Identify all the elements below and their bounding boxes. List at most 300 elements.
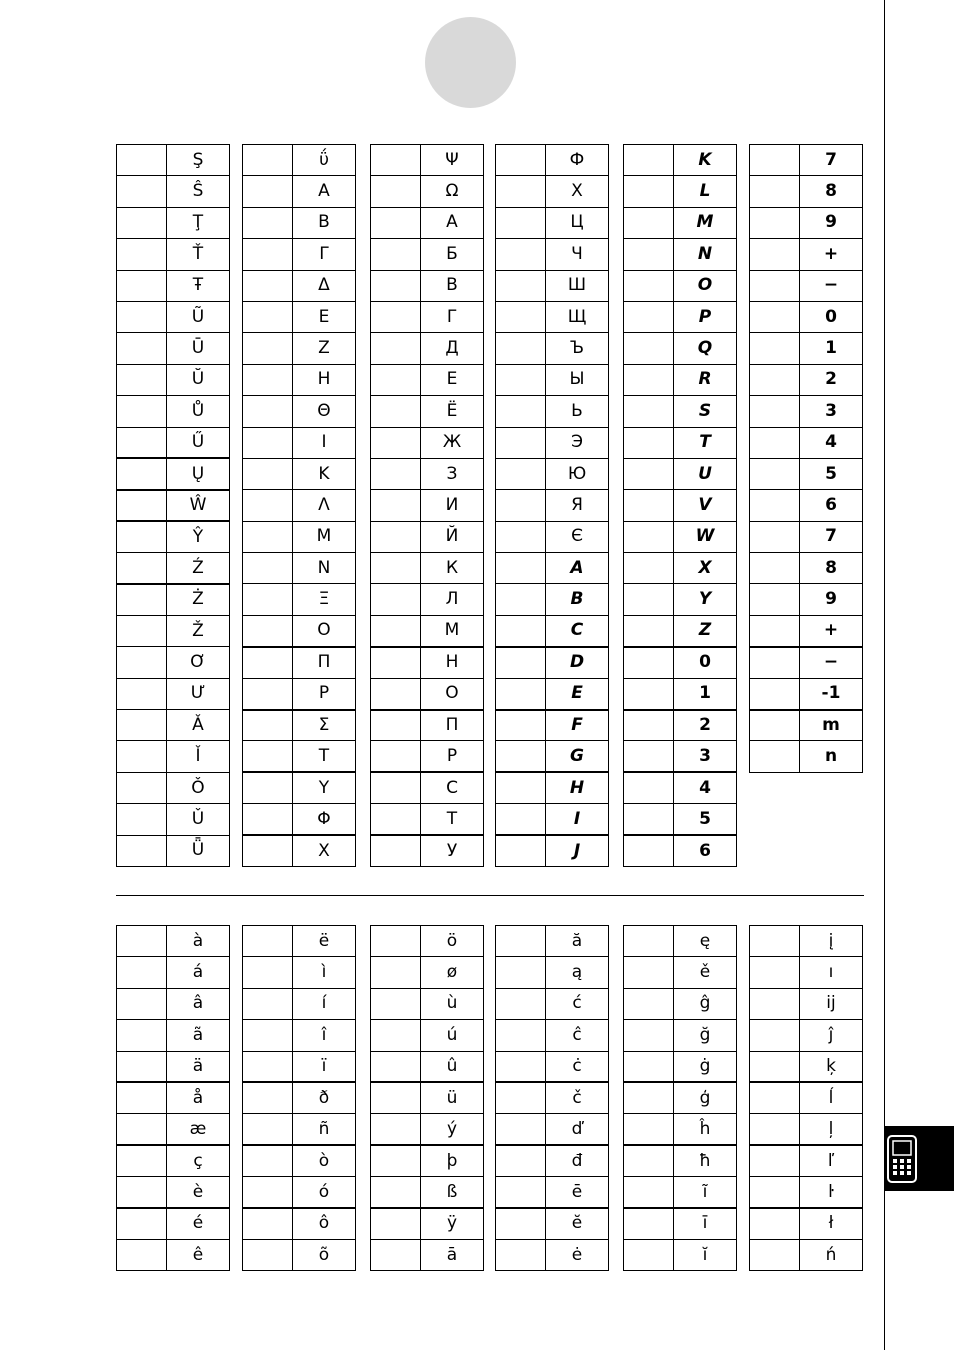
table-row (750, 615, 863, 646)
code-cell (371, 396, 421, 427)
table-row (371, 490, 484, 521)
table-row (243, 396, 356, 427)
code-cell (750, 521, 800, 552)
character-cell: Ŭ (167, 364, 230, 395)
character-cell: ó (293, 1177, 356, 1208)
character-cell: 3 (674, 741, 737, 772)
table-row (243, 988, 356, 1019)
table-row (496, 301, 609, 332)
code-cell (750, 1145, 800, 1176)
table-row (243, 270, 356, 301)
table-row (243, 584, 356, 615)
code-cell (243, 176, 293, 207)
code-cell (750, 458, 800, 489)
code-cell (243, 207, 293, 238)
character-cell: З (421, 458, 484, 489)
character-cell: Є (546, 521, 609, 552)
table-row (624, 1082, 737, 1113)
character-cell: Γ (293, 239, 356, 270)
code-cell (371, 741, 421, 772)
table-row (371, 458, 484, 489)
character-cell: Щ (546, 301, 609, 332)
table-row (371, 427, 484, 458)
character-cell: Θ (293, 396, 356, 427)
code-cell (750, 176, 800, 207)
table-row (496, 1145, 609, 1176)
code-cell (117, 270, 167, 301)
code-cell (624, 270, 674, 301)
character-cell: 8 (800, 553, 863, 584)
table-row (371, 270, 484, 301)
char-table-1 (116, 144, 230, 867)
table-row (496, 988, 609, 1019)
char-table-7 (116, 925, 230, 1271)
table-row (117, 490, 230, 521)
character-cell: Ǔ (167, 804, 230, 835)
character-cell: ŀ (800, 1177, 863, 1208)
table-row (371, 1177, 484, 1208)
character-cell: X (674, 553, 737, 584)
code-cell (624, 1208, 674, 1239)
character-cell: Ъ (546, 333, 609, 364)
code-cell (496, 270, 546, 301)
table-row (243, 458, 356, 489)
character-cell: 1 (800, 333, 863, 364)
table-row (243, 1208, 356, 1239)
code-cell (371, 1051, 421, 1082)
char-table-2 (242, 144, 356, 867)
table-row (371, 1239, 484, 1270)
character-cell: + (800, 615, 863, 646)
code-cell (371, 458, 421, 489)
character-cell: ċ (546, 1051, 609, 1082)
code-cell (496, 988, 546, 1019)
character-cell: ġ (674, 1051, 737, 1082)
table-row (243, 1051, 356, 1082)
code-cell (624, 741, 674, 772)
code-cell (243, 364, 293, 395)
code-cell (371, 988, 421, 1019)
code-cell (243, 301, 293, 332)
character-cell: ñ (293, 1114, 356, 1145)
table-row (243, 1239, 356, 1270)
table-row (624, 270, 737, 301)
character-cell: Я (546, 490, 609, 521)
table-row (117, 333, 230, 364)
table-row (117, 926, 230, 957)
table-row (117, 804, 230, 835)
code-cell (496, 1114, 546, 1145)
character-cell: Ţ (167, 207, 230, 238)
character-cell: Й (421, 521, 484, 552)
character-cell: Σ (293, 710, 356, 741)
character-cell: ò (293, 1145, 356, 1176)
table-row (750, 490, 863, 521)
code-cell (371, 333, 421, 364)
table-row (371, 396, 484, 427)
code-cell (624, 458, 674, 489)
character-cell: 2 (800, 364, 863, 395)
code-cell (117, 490, 167, 521)
char-table-5 (623, 144, 737, 867)
code-cell (624, 804, 674, 835)
table-row (496, 1177, 609, 1208)
character-cell: Ŝ (167, 176, 230, 207)
table-row (624, 1145, 737, 1176)
code-cell (750, 1082, 800, 1113)
character-cell: 7 (800, 521, 863, 552)
table-row (243, 1082, 356, 1113)
table-row (624, 1051, 737, 1082)
table-row (624, 521, 737, 552)
code-cell (496, 553, 546, 584)
code-cell (117, 957, 167, 988)
table-row (624, 1239, 737, 1270)
table-row (624, 1208, 737, 1239)
code-cell (371, 835, 421, 866)
character-cell: ö (421, 926, 484, 957)
code-cell (750, 301, 800, 332)
table-row (496, 1051, 609, 1082)
code-cell (496, 926, 546, 957)
code-cell (750, 1020, 800, 1051)
table-row (371, 1114, 484, 1145)
table-row (624, 1020, 737, 1051)
char-table-10 (495, 925, 609, 1271)
code-cell (750, 145, 800, 176)
character-cell: ħ (674, 1145, 737, 1176)
char-table-9 (370, 925, 484, 1271)
table-row (750, 678, 863, 709)
table-row (496, 584, 609, 615)
character-cell: ĕ (546, 1208, 609, 1239)
table-row (496, 458, 609, 489)
character-cell: L (674, 176, 737, 207)
character-cell: N (674, 239, 737, 270)
code-cell (371, 1208, 421, 1239)
character-cell: Ы (546, 364, 609, 395)
table-row (624, 145, 737, 176)
character-cell: â (167, 988, 230, 1019)
character-cell: 0 (800, 301, 863, 332)
code-cell (243, 584, 293, 615)
character-cell: ô (293, 1208, 356, 1239)
table-row (624, 710, 737, 741)
code-cell (624, 1145, 674, 1176)
character-cell: m (800, 710, 863, 741)
code-cell (750, 1239, 800, 1270)
character-cell: ı (800, 957, 863, 988)
table-row (496, 1020, 609, 1051)
code-cell (117, 427, 167, 458)
table-row (117, 741, 230, 772)
character-cell: Κ (293, 458, 356, 489)
code-cell (243, 1051, 293, 1082)
table-row (624, 584, 737, 615)
table-row (243, 957, 356, 988)
table-row (117, 584, 230, 615)
character-cell: č (546, 1082, 609, 1113)
table-row (624, 1114, 737, 1145)
table-row (371, 207, 484, 238)
code-cell (624, 710, 674, 741)
table-row (750, 1239, 863, 1270)
code-cell (624, 1051, 674, 1082)
table-row (496, 772, 609, 803)
character-cell: ĉ (546, 1020, 609, 1051)
code-cell (624, 584, 674, 615)
code-cell (496, 835, 546, 866)
table-row (750, 521, 863, 552)
code-cell (624, 615, 674, 646)
code-cell (371, 1114, 421, 1145)
table-row (243, 926, 356, 957)
character-cell: å (167, 1082, 230, 1113)
character-cell: ü (421, 1082, 484, 1113)
code-cell (624, 926, 674, 957)
character-cell: Е (421, 364, 484, 395)
character-cell: Ζ (293, 333, 356, 364)
character-cell: O (674, 270, 737, 301)
character-cell: Ǒ (167, 772, 230, 803)
code-cell (750, 926, 800, 957)
character-cell: Ş (167, 145, 230, 176)
table-row (371, 957, 484, 988)
table-row (750, 1114, 863, 1145)
code-cell (243, 521, 293, 552)
table-row (371, 553, 484, 584)
table-row (750, 741, 863, 772)
code-cell (371, 678, 421, 709)
code-cell (117, 741, 167, 772)
code-cell (117, 1051, 167, 1082)
table-row (117, 396, 230, 427)
code-cell (624, 490, 674, 521)
code-cell (243, 772, 293, 803)
character-cell: Y (674, 584, 737, 615)
table-row (117, 427, 230, 458)
table-row (117, 458, 230, 489)
table-row (243, 207, 356, 238)
character-cell: ě (674, 957, 737, 988)
code-cell (371, 521, 421, 552)
character-cell: ĺ (800, 1082, 863, 1113)
table-row (750, 1082, 863, 1113)
code-cell (117, 553, 167, 584)
character-cell: į (800, 926, 863, 957)
character-cell: D (546, 647, 609, 678)
code-cell (243, 615, 293, 646)
character-cell: 4 (674, 772, 737, 803)
character-cell: A (546, 553, 609, 584)
table-row (371, 678, 484, 709)
code-cell (243, 270, 293, 301)
code-cell (624, 521, 674, 552)
character-cell: Р (421, 741, 484, 772)
table-row (750, 1051, 863, 1082)
table-row (243, 553, 356, 584)
table-row (624, 553, 737, 584)
character-cell: ĩ (674, 1177, 737, 1208)
character-cell: 0 (674, 647, 737, 678)
table-row (117, 1114, 230, 1145)
character-cell: õ (293, 1239, 356, 1270)
table-row (750, 1177, 863, 1208)
table-row (117, 1239, 230, 1270)
table-row (243, 427, 356, 458)
character-cell: Η (293, 364, 356, 395)
code-cell (243, 647, 293, 678)
character-cell: 8 (800, 176, 863, 207)
character-cell: Α (293, 176, 356, 207)
code-cell (496, 333, 546, 364)
code-cell (496, 521, 546, 552)
code-cell (624, 396, 674, 427)
table-row (750, 926, 863, 957)
code-cell (117, 1114, 167, 1145)
table-row (371, 710, 484, 741)
table-row (496, 1239, 609, 1270)
character-cell: 6 (800, 490, 863, 521)
table-row (750, 1145, 863, 1176)
table-row (371, 1082, 484, 1113)
character-cell: ß (421, 1177, 484, 1208)
char-table-12 (749, 925, 863, 1271)
char-table-8 (242, 925, 356, 1271)
table-row (624, 957, 737, 988)
table-row (496, 333, 609, 364)
character-cell: Ь (546, 396, 609, 427)
code-cell (496, 584, 546, 615)
code-cell (117, 301, 167, 332)
code-cell (496, 1051, 546, 1082)
code-cell (371, 427, 421, 458)
table-row (243, 1020, 356, 1051)
table-row (496, 1082, 609, 1113)
character-cell: ķ (800, 1051, 863, 1082)
code-cell (371, 710, 421, 741)
table-row (117, 957, 230, 988)
character-cell: ģ (674, 1082, 737, 1113)
table-row (496, 239, 609, 270)
character-cell: K (674, 145, 737, 176)
table-row (243, 741, 356, 772)
table-row (117, 1082, 230, 1113)
character-cell: T (674, 427, 737, 458)
character-cell: Ψ (421, 145, 484, 176)
character-cell: Ǖ (167, 835, 230, 866)
table-row (496, 490, 609, 521)
table-row (117, 207, 230, 238)
table-row (624, 678, 737, 709)
table-row (496, 270, 609, 301)
table-row (371, 804, 484, 835)
table-row (624, 207, 737, 238)
code-cell (243, 145, 293, 176)
code-cell (496, 1082, 546, 1113)
code-cell (371, 145, 421, 176)
code-cell (371, 772, 421, 803)
character-cell: 4 (800, 427, 863, 458)
character-cell: Z (674, 615, 737, 646)
code-cell (750, 427, 800, 458)
code-cell (243, 490, 293, 521)
character-cell: á (167, 957, 230, 988)
table-row (750, 145, 863, 176)
character-cell: ī (674, 1208, 737, 1239)
code-cell (624, 301, 674, 332)
character-cell: B (546, 584, 609, 615)
character-cell: ļ (800, 1114, 863, 1145)
code-cell (750, 1114, 800, 1145)
character-cell: К (421, 553, 484, 584)
character-cell: Ŵ (167, 490, 230, 521)
code-cell (371, 176, 421, 207)
code-cell (243, 957, 293, 988)
code-cell (624, 145, 674, 176)
character-cell: Ρ (293, 678, 356, 709)
code-cell (496, 301, 546, 332)
character-cell: О (421, 678, 484, 709)
code-cell (243, 1239, 293, 1270)
character-cell: Ư (167, 678, 230, 709)
code-cell (750, 988, 800, 1019)
code-cell (750, 207, 800, 238)
table-row (117, 364, 230, 395)
table-row (750, 239, 863, 270)
character-cell: ă (546, 926, 609, 957)
table-row (750, 1208, 863, 1239)
code-cell (117, 710, 167, 741)
character-cell: ã (167, 1020, 230, 1051)
character-cell: J (546, 835, 609, 866)
table-row (371, 145, 484, 176)
code-cell (117, 1208, 167, 1239)
character-cell: Υ (293, 772, 356, 803)
code-cell (117, 145, 167, 176)
character-cell: Ω (421, 176, 484, 207)
table-row (624, 772, 737, 803)
section-divider (116, 895, 864, 896)
table-row (117, 710, 230, 741)
table-row (117, 1177, 230, 1208)
table-row (496, 176, 609, 207)
character-cell: è (167, 1177, 230, 1208)
table-row (243, 615, 356, 646)
code-cell (496, 804, 546, 835)
table-row (496, 145, 609, 176)
table-row (496, 553, 609, 584)
table-row (371, 176, 484, 207)
character-cell: ê (167, 1239, 230, 1270)
character-cell: Ο (293, 615, 356, 646)
character-cell: ę (674, 926, 737, 957)
table-row (117, 553, 230, 584)
code-cell (624, 207, 674, 238)
table-row (243, 1145, 356, 1176)
table-row (117, 615, 230, 646)
table-row (243, 1177, 356, 1208)
character-cell: E (546, 678, 609, 709)
code-cell (750, 270, 800, 301)
code-cell (117, 804, 167, 835)
table-row (750, 458, 863, 489)
table-row (117, 988, 230, 1019)
table-row (117, 772, 230, 803)
character-cell: ā (421, 1239, 484, 1270)
table-row (371, 1051, 484, 1082)
character-cell: ĭ (674, 1239, 737, 1270)
